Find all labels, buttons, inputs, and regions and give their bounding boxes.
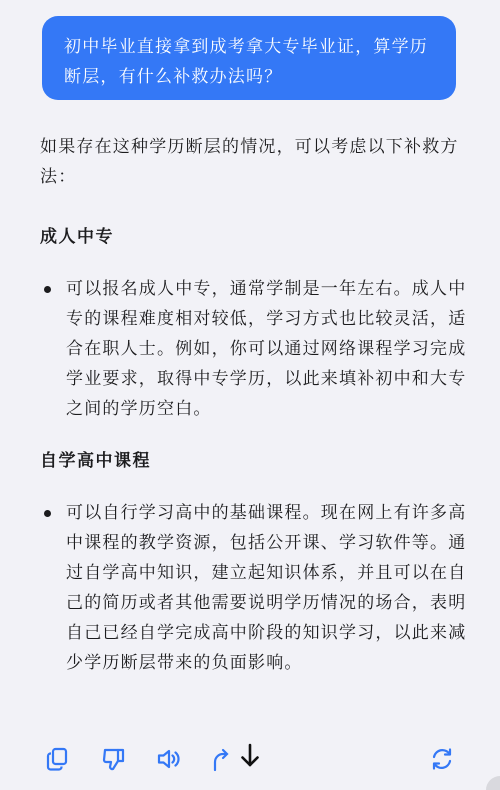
- read-aloud-button[interactable]: [156, 746, 182, 772]
- section-heading-self-study: 自学高中课程: [40, 451, 151, 471]
- assistant-answer: [40, 132, 470, 700]
- refresh-icon: [429, 746, 455, 772]
- section-heading-adult-secondary: 成人中专: [40, 227, 114, 247]
- share-button[interactable]: [211, 746, 231, 772]
- regenerate-button[interactable]: [429, 746, 455, 772]
- copy-button[interactable]: [45, 746, 71, 772]
- dislike-button[interactable]: [101, 746, 127, 772]
- section-bullet-self-study: 可以自行学习高中的基础课程。现在网上有许多高中课程的教学资源，包括公开课、学习软件等。通过自学高中知识，建立起知识体系，并且可以在自己的简历或者其他需要说明学历情况的场合，表明自己已经自学完成高中阶段的知识学习，以此来减少学历断层带来的负面影响。: [40, 498, 470, 678]
- speaker-icon: [156, 746, 182, 772]
- copy-icon: [45, 746, 71, 772]
- share-icon: [211, 746, 231, 772]
- user-message-bubble: [42, 16, 456, 100]
- scroll-to-bottom-button[interactable]: [238, 742, 262, 770]
- user-message-text: 初中毕业直接拿到成考拿大专毕业证，算学历断层，有什么补救办法吗？: [64, 37, 428, 87]
- section-bullet-adult-secondary: 可以报名成人中专，通常学制是一年左右。成人中专的课程难度相对较低，学习方式也比较灵活，适合在职人士。例如，你可以通过网络课程学习完成学业要求，取得中专学历，以此来填补初中和大专之间的学历空白。: [40, 274, 470, 424]
- arrow-down-icon: [238, 742, 262, 770]
- screen-corner-decoration: [486, 776, 500, 790]
- answer-intro: 如果存在这种学历断层的情况，可以考虑以下补救方法：: [40, 137, 459, 187]
- thumbs-down-icon: [101, 746, 127, 772]
